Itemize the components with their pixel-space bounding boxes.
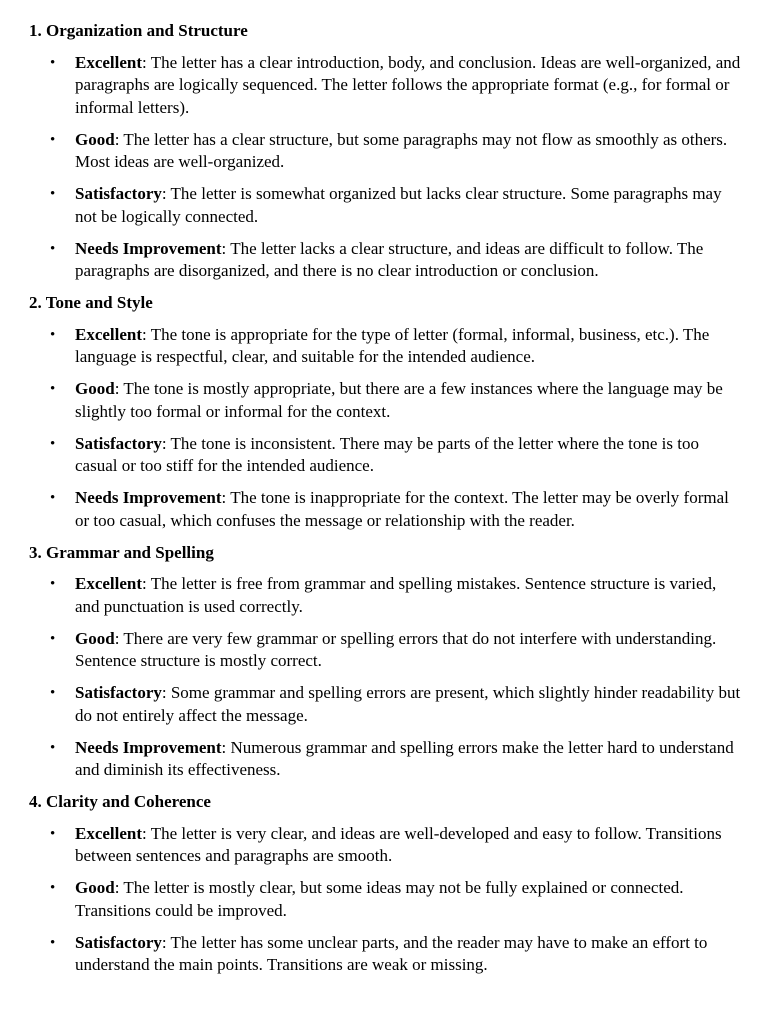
section-heading: 1. Organization and Structure xyxy=(29,21,248,40)
level-description: : The tone is mostly appropriate, but there are a few instances where the language may be slightly too formal or informal for the context. xyxy=(75,379,723,421)
bullet-icon: • xyxy=(50,490,56,506)
bullet-icon: • xyxy=(50,825,56,842)
bullet-icon: • xyxy=(50,880,56,896)
level-description: : The tone is appropriate for the type of letter (formal, informal, business, etc.). The language is respectful, clear, and suitable for the intended audience. xyxy=(75,324,710,366)
criteria-list xyxy=(29,573,744,782)
level-description: : Some grammar and spelling errors are present, which slightly hinder readability but do not entirely affect the message. xyxy=(75,683,741,725)
criteria-item-satisfactory xyxy=(29,183,744,228)
criteria-list xyxy=(29,324,744,533)
criteria-item-good xyxy=(29,129,744,174)
bullet-icon: • xyxy=(50,576,56,592)
criteria-item-excellent xyxy=(29,324,744,369)
criteria-item-needs-improvement xyxy=(29,487,744,532)
level-description: : The letter is very clear, and ideas are well-developed and easy to follow. Transitions between sentences and paragraphs are smooth. xyxy=(75,823,722,865)
bullet-icon: • xyxy=(50,435,56,452)
criteria-item-excellent xyxy=(29,573,744,618)
section-heading: 2. Tone and Style xyxy=(29,293,153,312)
level-label: Satisfactory xyxy=(75,433,162,453)
level-description: : The letter has a clear introduction, body, and conclusion. Ideas are well-organized, and paragraphs are logically sequenced. The letter follows the appropriate format (e.g., for formal or informal letters). xyxy=(75,52,741,117)
criteria-item-satisfactory xyxy=(29,682,744,727)
bullet-icon: • xyxy=(50,739,56,756)
level-description: : The tone is inconsistent. There may be parts of the letter where the tone is too casual or too stiff for the intended audience. xyxy=(75,433,699,475)
level-label: Excellent xyxy=(75,324,143,344)
level-label: Good xyxy=(75,878,115,897)
criteria-list xyxy=(29,52,744,283)
section-tone-style xyxy=(29,292,744,532)
bullet-icon: • xyxy=(50,685,56,701)
level-description: : The tone is inappropriate for the context. The letter may be overly formal or too casual, which confuses the message or relationship with the reader. xyxy=(75,488,729,530)
level-description: : The letter is free from grammar and spelling mistakes. Sentence structure is varied, and punctuation is used correctly. xyxy=(75,574,717,616)
level-description: : The letter has a clear structure, but some paragraphs may not flow as smoothly as others. Most ideas are well-organized. xyxy=(75,129,728,171)
criteria-item-good xyxy=(29,628,744,673)
criteria-item-excellent xyxy=(29,823,744,868)
section-organization-structure xyxy=(29,20,744,283)
level-description: : The letter is somewhat organized but lacks clear structure. Some paragraphs may not be logically connected. xyxy=(75,184,722,226)
bullet-icon: • xyxy=(50,186,56,202)
level-label: Needs Improvement xyxy=(75,238,222,258)
level-description: : The letter lacks a clear structure, and ideas are difficult to follow. The paragraphs are disorganized, and there is no clear introduction or conclusion. xyxy=(75,238,704,280)
level-label: Good xyxy=(75,379,115,398)
level-description: : The letter has some unclear parts, and the reader may have to make an effort to understand the main points. Transitions are weak or missing. xyxy=(75,932,708,974)
criteria-item-good xyxy=(29,378,744,423)
level-label: Excellent xyxy=(75,823,143,843)
criteria-list xyxy=(29,823,744,977)
criteria-item-needs-improvement xyxy=(29,238,744,283)
level-label: Needs Improvement xyxy=(75,488,222,507)
criteria-item-satisfactory xyxy=(29,433,744,478)
level-label: Needs Improvement xyxy=(75,737,222,757)
bullet-icon: • xyxy=(50,54,56,71)
bullet-icon: • xyxy=(50,934,56,951)
bullet-icon: • xyxy=(50,131,56,148)
level-label: Good xyxy=(75,628,115,648)
criteria-item-needs-improvement xyxy=(29,737,744,782)
level-label: Satisfactory xyxy=(75,184,162,203)
level-description: : The letter is mostly clear, but some ideas may not be fully explained or connected. Transitions could be improved. xyxy=(75,878,684,920)
bullet-icon: • xyxy=(50,630,56,647)
bullet-icon: • xyxy=(50,381,56,397)
criteria-item-excellent xyxy=(29,52,744,120)
level-label: Satisfactory xyxy=(75,683,162,702)
level-label: Satisfactory xyxy=(75,932,162,952)
section-clarity-coherence xyxy=(29,791,744,977)
level-label: Excellent xyxy=(75,574,143,593)
section-heading: 4. Clarity and Coherence xyxy=(29,792,211,811)
level-description: : There are very few grammar or spelling errors that do not interfere with understanding. Sentence structure is mostly correct. xyxy=(75,628,717,670)
section-heading: 3. Grammar and Spelling xyxy=(29,542,214,562)
level-description: : Numerous grammar and spelling errors make the letter hard to understand and diminish its effectiveness. xyxy=(75,737,734,779)
criteria-item-satisfactory xyxy=(29,932,744,977)
level-label: Good xyxy=(75,129,115,149)
bullet-icon: • xyxy=(50,240,56,257)
criteria-item-good xyxy=(29,877,744,922)
bullet-icon: • xyxy=(50,326,56,343)
section-grammar-spelling xyxy=(29,542,744,782)
level-label: Excellent xyxy=(75,52,143,72)
